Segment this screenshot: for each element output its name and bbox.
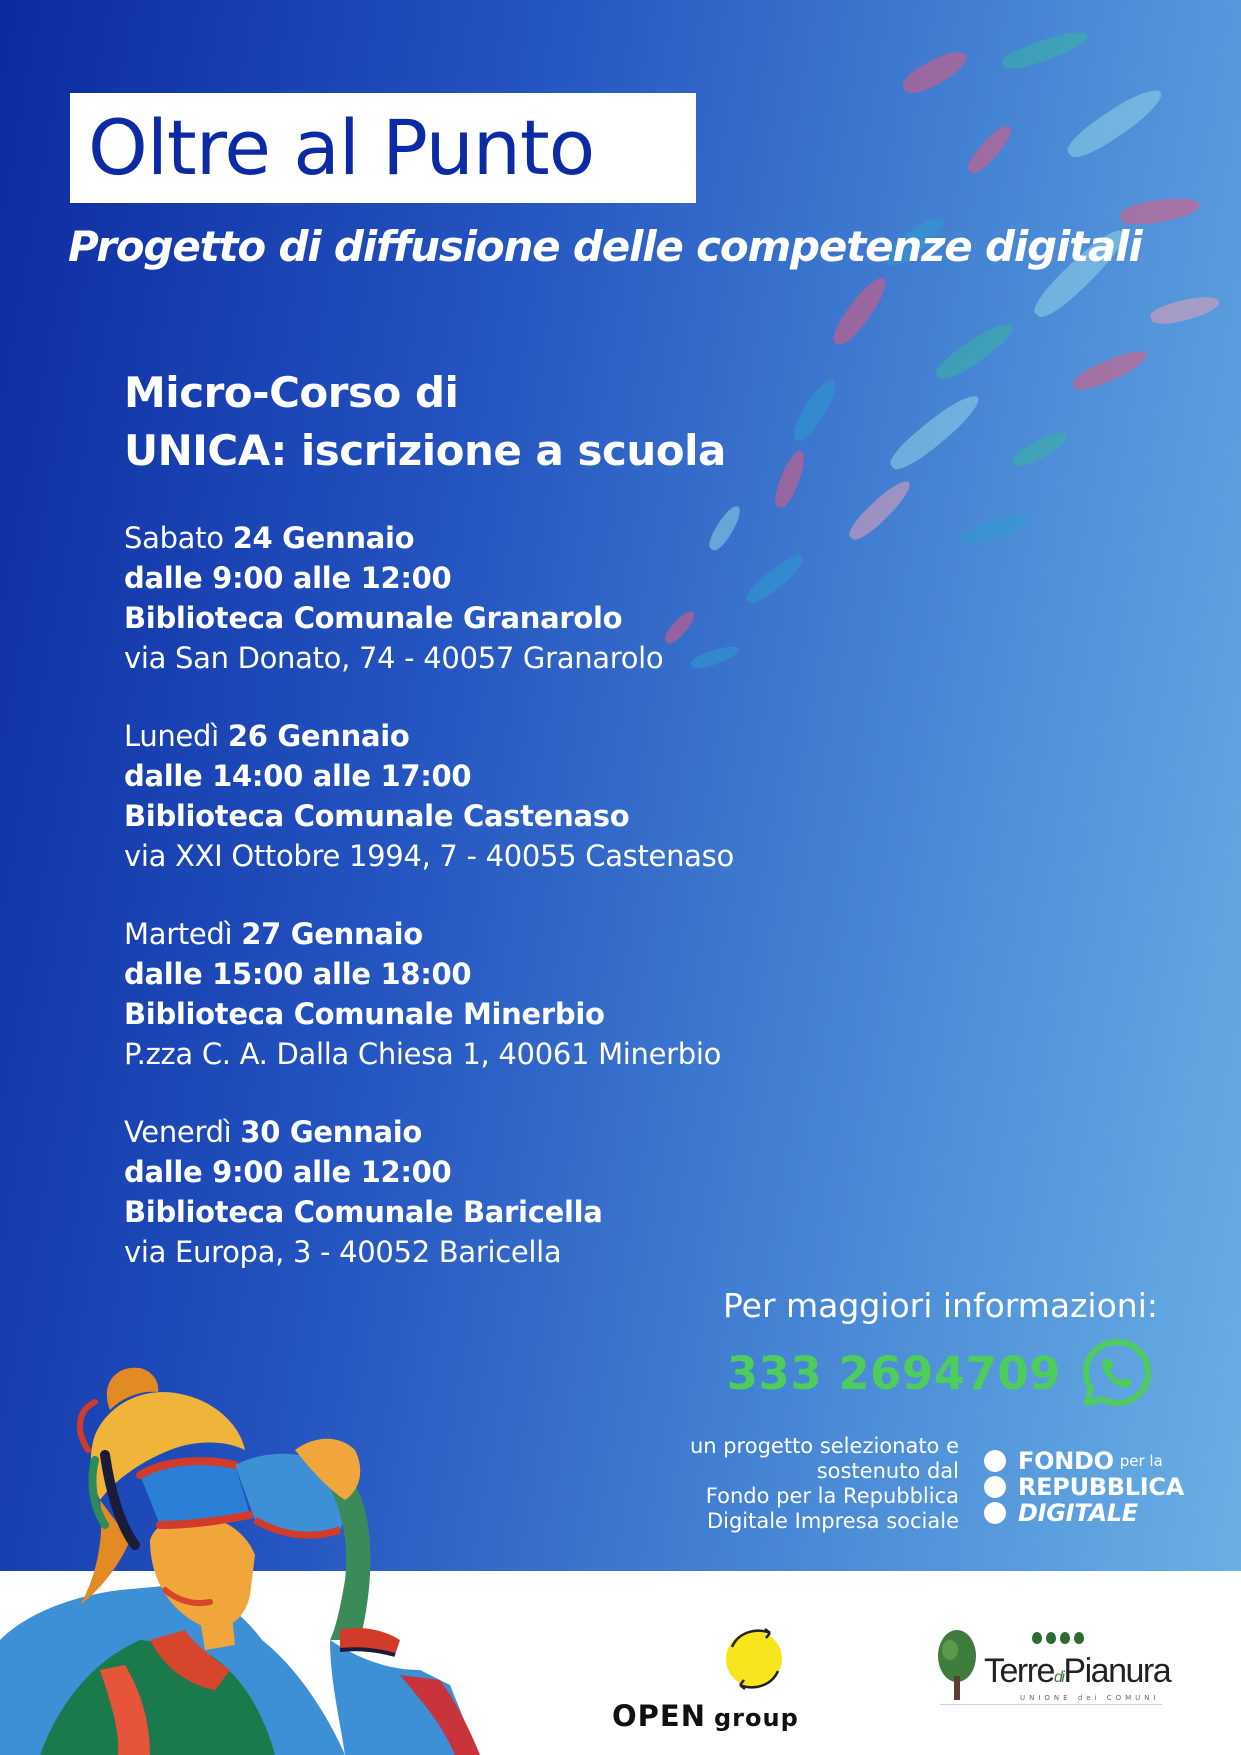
- session-address: via San Donato, 74 - 40057 Granarolo: [124, 641, 664, 675]
- tree-icon: [934, 1628, 980, 1702]
- session-address: via Europa, 3 - 40052 Baricella: [124, 1235, 562, 1269]
- session-address: via XXI Ottobre 1994, 7 - 40055 Castenaso: [124, 839, 734, 873]
- fondo-logo-small: per la: [1119, 1452, 1163, 1470]
- support-line: Fondo per la Repubblica: [705, 1484, 959, 1508]
- terre-logo-divider: [940, 1704, 1162, 1705]
- logo-dot-icon: [984, 1450, 1006, 1472]
- session-venue: Biblioteca Comunale Castenaso: [124, 799, 630, 833]
- open-group-logo: [612, 1623, 802, 1733]
- fondo-logo-word-2: REPUBBLICA: [1018, 1473, 1184, 1501]
- whatsapp-icon[interactable]: [1079, 1335, 1155, 1411]
- session-venue: Biblioteca Comunale Baricella: [124, 1195, 603, 1229]
- session-day: Martedì: [124, 917, 233, 951]
- open-group-logo-small: group: [714, 1704, 799, 1732]
- session-time: dalle 14:00 alle 17:00: [124, 759, 472, 793]
- vr-headset-person-illustration: [0, 1340, 520, 1755]
- session-item: [124, 518, 884, 678]
- fondo-repubblica-digitale-logo: [984, 1448, 1184, 1526]
- session-day: Venerdì: [124, 1115, 232, 1149]
- more-info-label: Per maggiori informazioni:: [722, 1286, 1158, 1325]
- page-title: Oltre al Punto: [88, 103, 595, 192]
- session-date: 27 Gennaio: [241, 917, 423, 951]
- open-group-sun-icon: [720, 1623, 790, 1693]
- session-address: P.zza C. A. Dalla Chiesa 1, 40061 Minerbio: [124, 1037, 722, 1071]
- session-list: [124, 518, 884, 1310]
- course-heading-line-2: UNICA: iscrizione a scuola: [124, 426, 726, 475]
- session-item: [124, 914, 884, 1074]
- session-day: Sabato: [124, 521, 224, 555]
- open-group-logo-word: OPEN: [612, 1699, 706, 1733]
- support-statement: [690, 1434, 959, 1534]
- title-banner: [70, 93, 696, 203]
- session-date: 24 Gennaio: [232, 521, 415, 555]
- session-time: dalle 9:00 alle 12:00: [124, 561, 452, 595]
- terre-logo-suffix: Pianura: [1063, 1652, 1171, 1690]
- session-time: dalle 15:00 alle 18:00: [124, 957, 472, 991]
- logo-dot-icon: [984, 1502, 1006, 1524]
- session-date: 30 Gennaio: [240, 1115, 423, 1149]
- support-line: sostenuto dal: [816, 1459, 959, 1483]
- session-venue: Biblioteca Comunale Granarolo: [124, 601, 623, 635]
- terre-logo-subtitle: UNIONE dei COMUNI: [1020, 1694, 1160, 1702]
- session-date: 26 Gennaio: [227, 719, 410, 753]
- terre-logo-prefix: Terre: [984, 1652, 1054, 1690]
- terre-di-pianura-logo: [934, 1628, 1171, 1708]
- session-venue: Biblioteca Comunale Minerbio: [124, 997, 605, 1031]
- session-item: [124, 716, 884, 876]
- session-day: Lunedì: [124, 719, 219, 753]
- fondo-logo-word-1: FONDO: [1018, 1447, 1114, 1475]
- course-heading-line-1: Micro-Corso di: [124, 368, 459, 417]
- contact-phone-row[interactable]: [727, 1333, 1155, 1413]
- support-line: Digitale Impresa sociale: [706, 1509, 959, 1533]
- page-subtitle: Progetto di diffusione delle competenze digitali: [68, 222, 1142, 271]
- fondo-logo-word-3: DIGITALE: [1018, 1499, 1138, 1527]
- course-heading: [124, 364, 726, 480]
- contact-phone-number[interactable]: 333 2694709: [726, 1346, 1061, 1400]
- terre-logo-di: di: [1053, 1669, 1064, 1686]
- session-item: [124, 1112, 884, 1272]
- session-time: dalle 9:00 alle 12:00: [124, 1155, 452, 1189]
- support-line: un progetto selezionato e: [689, 1434, 959, 1458]
- logo-dot-icon: [984, 1476, 1006, 1498]
- terre-dots-icon: [1032, 1632, 1084, 1644]
